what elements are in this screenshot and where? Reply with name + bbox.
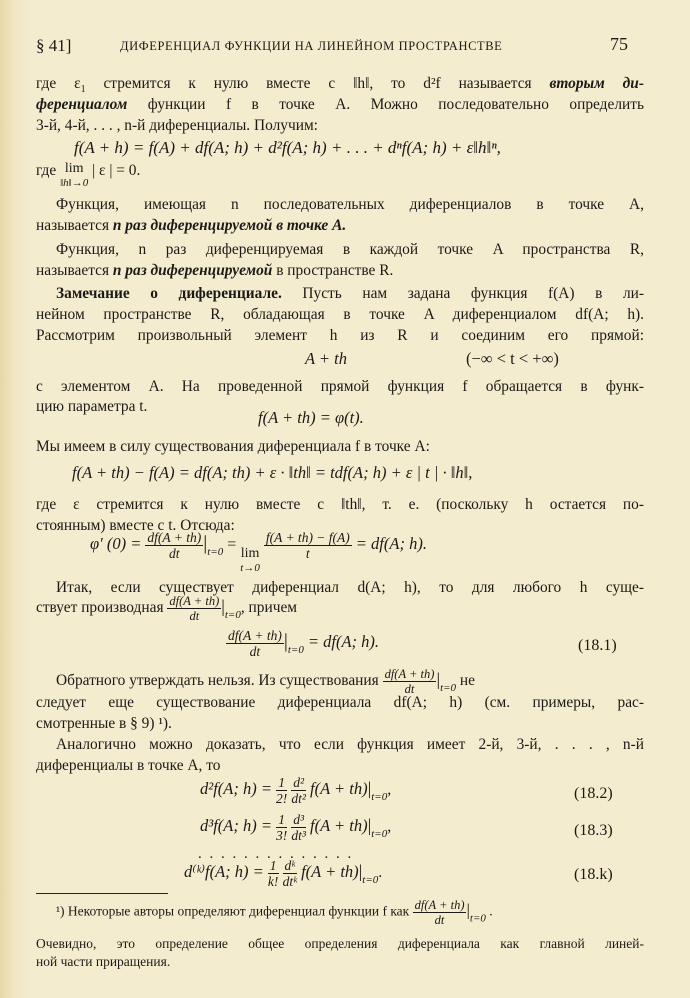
emphasis: вторым ди- bbox=[549, 75, 644, 92]
text-line: Аналогично можно доказать, что если функция имеет 2-й, 3-й, . . . , n-й bbox=[56, 736, 644, 753]
equation-18-2: d²f(A; h) = $\frac{1}{2!}$ $\frac{\text{d²}}{\text{dt²}}$ $f(A + th)|_{t=0}$, bbox=[200, 775, 392, 806]
text-line: Функция, имеющая n последовательных диференциалов в точке A, bbox=[56, 196, 644, 213]
equation-18-3: d³f(A; h) = $\frac{1}{3!}$ $\frac{\text{d³}}{\text{dt³}}$ $f(A + th)|_{t=0}$, bbox=[200, 812, 392, 843]
text-line: нейном пространстве R, обладающая в точке A диференциалом df(A; h). bbox=[36, 306, 644, 323]
equation-derivative: φ′ (0) = $\frac{df(A + th)}{dt}$ $|_{t=0}$ = lim t→0 $\frac{f(A + th) - f(A)}{t}$ = df(A; h). bbox=[90, 530, 427, 575]
footnote-line: Очевидно, это определение общее определения диференциала как главной линей- bbox=[36, 936, 644, 951]
ellipsis-row: . . . . . . . . . . . . . . bbox=[198, 846, 354, 862]
equation-taylor: f(A + h) = f(A) + df(A; h) + d²f(A; h) + . . . + dⁿf(A; h) + ε‖h‖ⁿ, bbox=[74, 138, 501, 157]
section-number: § 41] bbox=[36, 36, 72, 55]
equation-range: (−∞ < t < +∞) bbox=[466, 349, 559, 368]
equation-phi: f(A + th) = φ(t). bbox=[258, 408, 364, 427]
equation-18-k: d⁽ᵏ⁾f(A; h) = $\frac{1}{k!}$ $\frac{\text{dᵏ}}{\text{dtᵏ}}$ $f(A + th)|_{t=0}$. bbox=[184, 858, 383, 889]
emphasis: n раз диференцируемой bbox=[112, 262, 273, 279]
text-line: диференциалы в точке A, то bbox=[36, 757, 221, 774]
limit-statement: где lim ‖h‖→0 | ε | = 0. bbox=[36, 161, 141, 189]
equation-18-1: $\frac{df(A + th)}{dt}$ $|_{t=0} = df(A$; h). bbox=[228, 628, 380, 659]
text-line: с элементом A. На проведенной прямой функция f обращается в функ- bbox=[36, 378, 644, 395]
footnote-rule bbox=[36, 893, 168, 894]
text-line: ференциалом функции f в точке A. Можно последовательно определить bbox=[36, 96, 644, 113]
text-line: называется n раз диференцируемой в точке A. bbox=[36, 217, 347, 234]
emphasis: n раз диференцируемой в точке A. bbox=[112, 217, 347, 234]
text-line: Замечание о диференциале. Пусть нам задана функция f(A) в ли- bbox=[56, 285, 644, 302]
text-line: ствует производная $\frac{df(A + th)}{dt}$ $|_{t=0}$, причем bbox=[36, 594, 298, 623]
text-line: смотренные в § 9) ¹). bbox=[36, 715, 172, 732]
footnote-line: ной части приращения. bbox=[36, 954, 171, 969]
text-line: Обратного утверждать нельзя. Из существования $\frac{df(A + th)}{dt}$ $|_{t=0}$ не bbox=[56, 667, 475, 696]
text-line: называется n раз диференцируемой в пространстве R. bbox=[36, 262, 394, 279]
text-line: цию параметра t. bbox=[36, 398, 148, 415]
equation-difference: f(A + th) − f(A) = df(A; th) + ε · ‖th‖ = tdf(A; h) + ε | t | · ‖h‖, bbox=[72, 463, 473, 482]
equation-label: (18.k) bbox=[574, 866, 613, 883]
text-line: следует еще существование диференциала df(A; h) (см. примеры, рас- bbox=[36, 694, 644, 711]
footnote-line: ¹) Некоторые авторы определяют диференциал функции f как $\frac{df(A + th)}{dt}$ $|_{t=0}$ . bbox=[56, 898, 493, 927]
text-line: Мы имеем в силу существования диференциала f в точке A: bbox=[36, 438, 430, 455]
running-title: ДИФЕРЕНЦИАЛ ФУНКЦИИ НА ЛИНЕЙНОМ ПРОСТРАНСТВЕ bbox=[120, 39, 503, 53]
text-line: стоянным) вместе с t. Отсюда: bbox=[36, 517, 235, 534]
equation-label: (18.1) bbox=[578, 637, 617, 654]
text-line: Рассмотрим произвольный элемент h из R и соединим его прямой: bbox=[36, 327, 644, 344]
text-line: Функция, n раз диференцируемая в каждой точке A пространства R, bbox=[56, 241, 644, 258]
equation-label: (18.3) bbox=[574, 822, 613, 839]
text-line: где ε стремится к нулю вместе с ‖th‖, т. е. (поскольку h остается по- bbox=[36, 496, 644, 513]
text-line: Итак, если существует диференциал d(A; h), то для любого h суще- bbox=[56, 579, 644, 596]
emphasis: ференциалом bbox=[36, 96, 128, 113]
remark-heading: Замечание о диференциале. bbox=[56, 285, 282, 302]
text-line: где $\varepsilon_1$ стремится к нулю вместе с ‖h‖, то d²f называется вторым ди- bbox=[36, 75, 644, 96]
page-number: 75 bbox=[610, 34, 628, 54]
text-line: 3-й, 4-й, . . . , n-й диференциалы. Получим: bbox=[36, 117, 318, 134]
equation-label: (18.2) bbox=[574, 785, 613, 802]
equation-line: A + th bbox=[305, 349, 347, 368]
